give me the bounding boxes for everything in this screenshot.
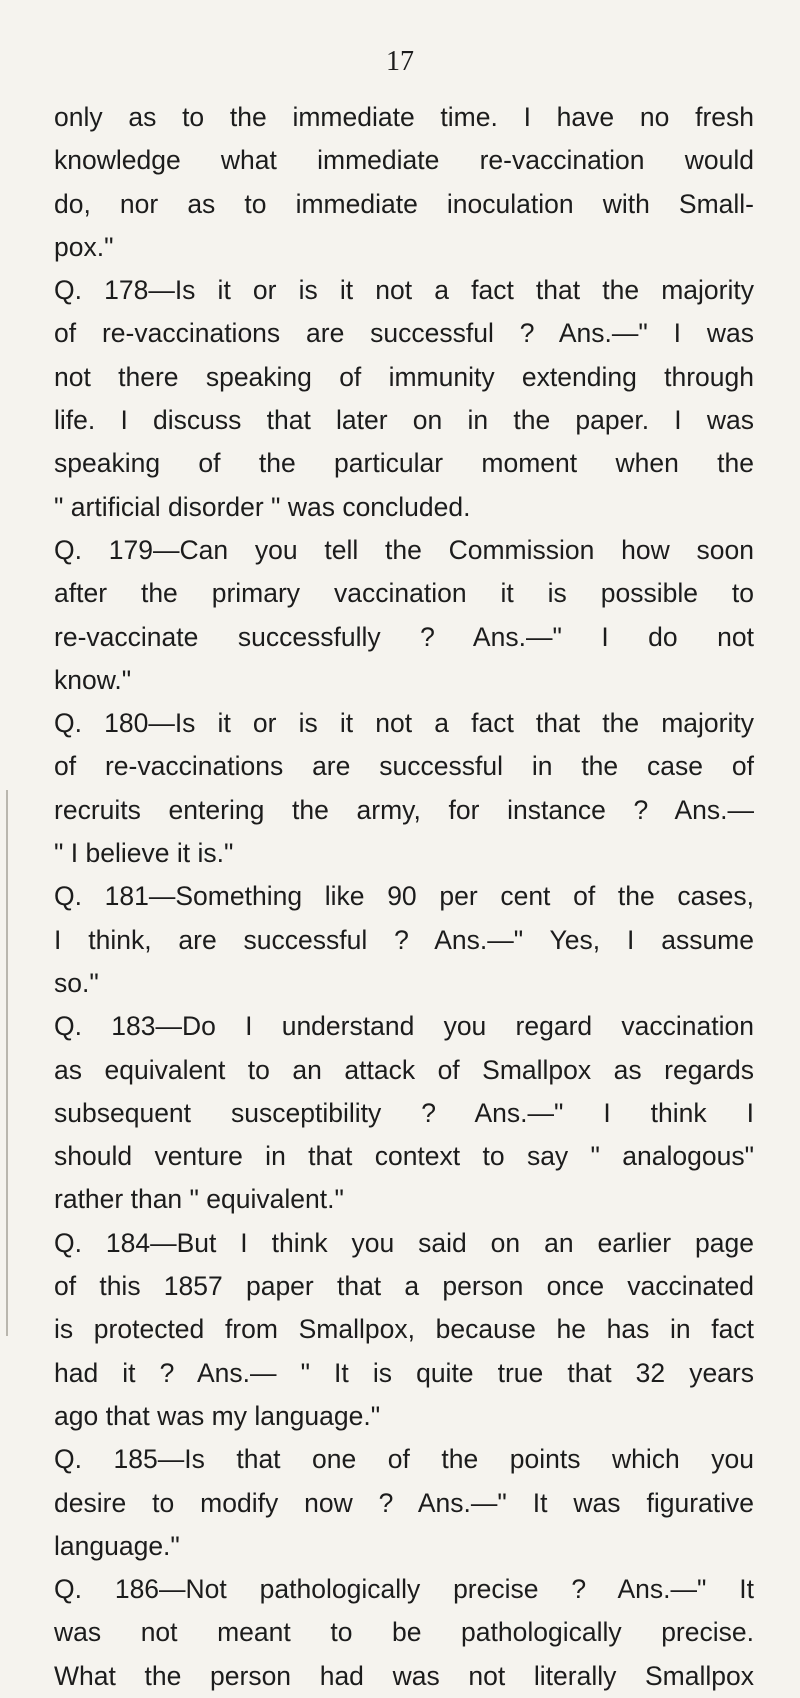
text-line: Q. 178—Is it or is it not a fact that the majority xyxy=(54,275,754,306)
text-line: after the primary vaccination it is possible to xyxy=(54,578,754,609)
text-line: as equivalent to an attack of Smallpox as regards xyxy=(54,1054,754,1085)
text-line: Q. 185—Is that one of the points which you xyxy=(54,1444,754,1475)
text-line: rather than " equivalent." xyxy=(54,1184,344,1215)
text-line: not there speaking of immunity extending through xyxy=(54,361,754,392)
text-line: had it ? Ans.— " It is quite true that 32 years xyxy=(54,1357,754,1388)
text-line: Q. 181—Something like 90 per cent of the cases, xyxy=(54,881,754,912)
text-line: Q. 180—Is it or is it not a fact that the majority xyxy=(54,708,754,739)
text-line: speaking of the particular moment when the xyxy=(54,448,754,479)
text-line: knowledge what immediate re-vaccination would xyxy=(54,145,754,176)
text-line: re-vaccinate successfully ? Ans.—" I do not xyxy=(54,621,754,652)
text-line: should venture in that context to say " analogous" xyxy=(54,1141,754,1172)
body-text xyxy=(54,96,754,1698)
text-line: " artificial disorder " was concluded. xyxy=(54,491,471,522)
text-line: know." xyxy=(54,664,132,695)
text-line: so." xyxy=(54,967,99,998)
text-line: desire to modify now ? Ans.—" It was figurative xyxy=(54,1487,754,1518)
text-line: only as to the immediate time. I have no fresh xyxy=(54,102,754,132)
text-line: of re-vaccinations are successful ? Ans.—" I was xyxy=(54,318,754,349)
text-line: language." xyxy=(54,1530,180,1561)
text-line: Q. 179—Can you tell the Commission how soon xyxy=(54,534,754,565)
text-line: " I believe it is." xyxy=(54,838,234,869)
text-line: do, nor as to immediate inoculation with Small- xyxy=(54,188,754,219)
text-line: life. I discuss that later on in the paper. I was xyxy=(54,405,754,436)
text-line: of re-vaccinations are successful in the case of xyxy=(54,751,754,782)
text-line: recruits entering the army, for instance ? Ans.— xyxy=(54,794,754,825)
text-line: Q. 186—Not pathologically precise ? Ans.—" It xyxy=(54,1574,754,1605)
text-line: Q. 184—But I think you said on an earlier page xyxy=(54,1227,754,1258)
text-line: was not meant to be pathologically precise. xyxy=(54,1617,754,1648)
text-line: pox." xyxy=(54,231,114,262)
text-line: subsequent susceptibility ? Ans.—" I think I xyxy=(54,1097,754,1128)
text-line: is protected from Smallpox, because he has in fact xyxy=(54,1314,754,1345)
text-line: Q. 183—Do I understand you regard vaccination xyxy=(54,1011,754,1042)
text-line: of this 1857 paper that a person once vaccinated xyxy=(54,1271,754,1302)
text-line: What the person had was not literally Smallpox xyxy=(54,1660,754,1691)
text-line: I think, are successful ? Ans.—" Yes, I assume xyxy=(54,924,754,955)
text-line: ago that was my language." xyxy=(54,1400,381,1431)
page-number: 17 xyxy=(386,46,414,77)
scan-edge-line xyxy=(6,790,8,1336)
